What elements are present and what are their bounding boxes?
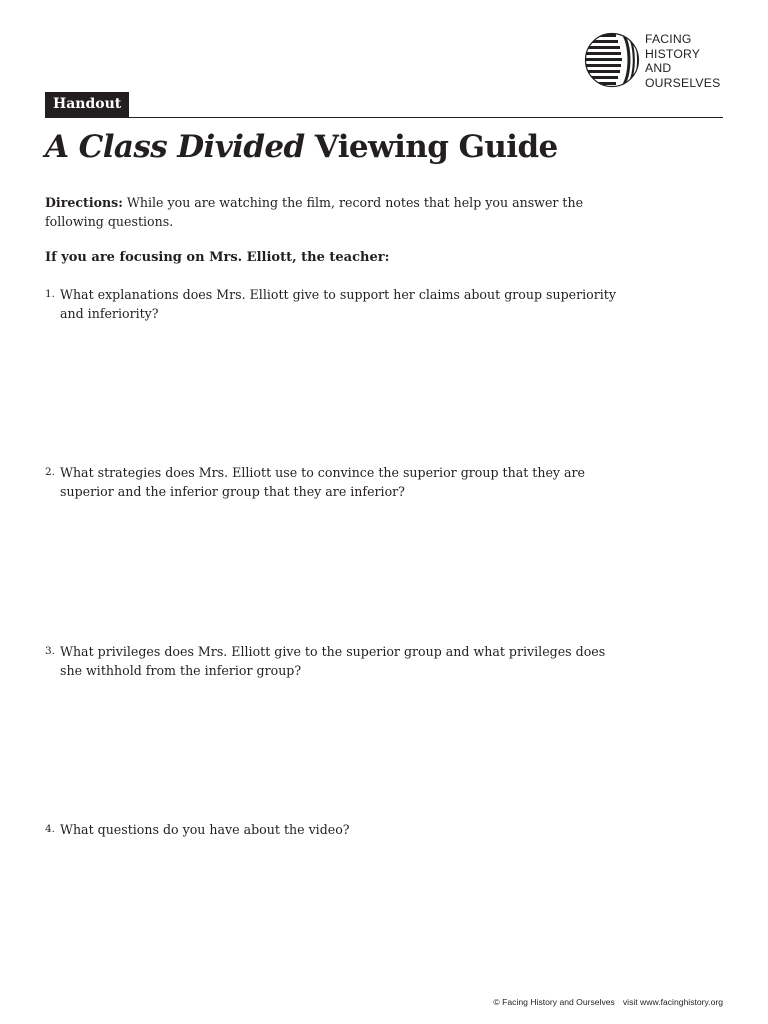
logo-wordmark (645, 32, 720, 90)
focus-heading: If you are focusing on Mrs. Elliott, the teacher: (45, 250, 390, 265)
question-item (45, 642, 620, 680)
handout-badge: Handout (45, 92, 129, 117)
page-footer (493, 997, 723, 1007)
question-number: 2. (45, 466, 56, 478)
title-film-name: A Class Divided (45, 129, 305, 165)
logo-line: OURSELVES (645, 75, 721, 90)
logo-line: HISTORY (645, 46, 701, 61)
question-text: What privileges does Mrs. Elliott give to the superior group and what privileges does she withhold from the inferior group? (60, 644, 606, 678)
title-rest: Viewing Guide (304, 129, 558, 165)
question-text: What questions do you have about the video? (60, 822, 350, 837)
globe-lines-icon (584, 31, 640, 89)
question-item (45, 463, 620, 501)
directions (45, 193, 605, 231)
question-number: 1. (45, 288, 56, 300)
facing-history-logo (584, 31, 720, 90)
directions-text: While you are watching the film, record notes that help you answer the following questions. (45, 195, 584, 229)
page-title (45, 127, 558, 167)
footer-copyright: © Facing History and Ourselves (493, 997, 615, 1007)
question-number: 4. (45, 823, 56, 835)
header-divider (45, 117, 723, 118)
question-text: What explanations does Mrs. Elliott give to support her claims about group superiority and inferiority? (60, 287, 616, 321)
directions-label: Directions: (45, 195, 123, 210)
question-text: What strategies does Mrs. Elliott use to convince the superior group that they are superior and the inferior group that they are inferior? (60, 465, 585, 499)
question-number: 3. (45, 645, 56, 657)
question-item (45, 285, 620, 323)
question-item (45, 820, 620, 839)
footer-website: visit www.facinghistory.org (622, 997, 723, 1007)
logo-line: AND (645, 61, 672, 75)
logo-line: FACING (645, 32, 692, 46)
